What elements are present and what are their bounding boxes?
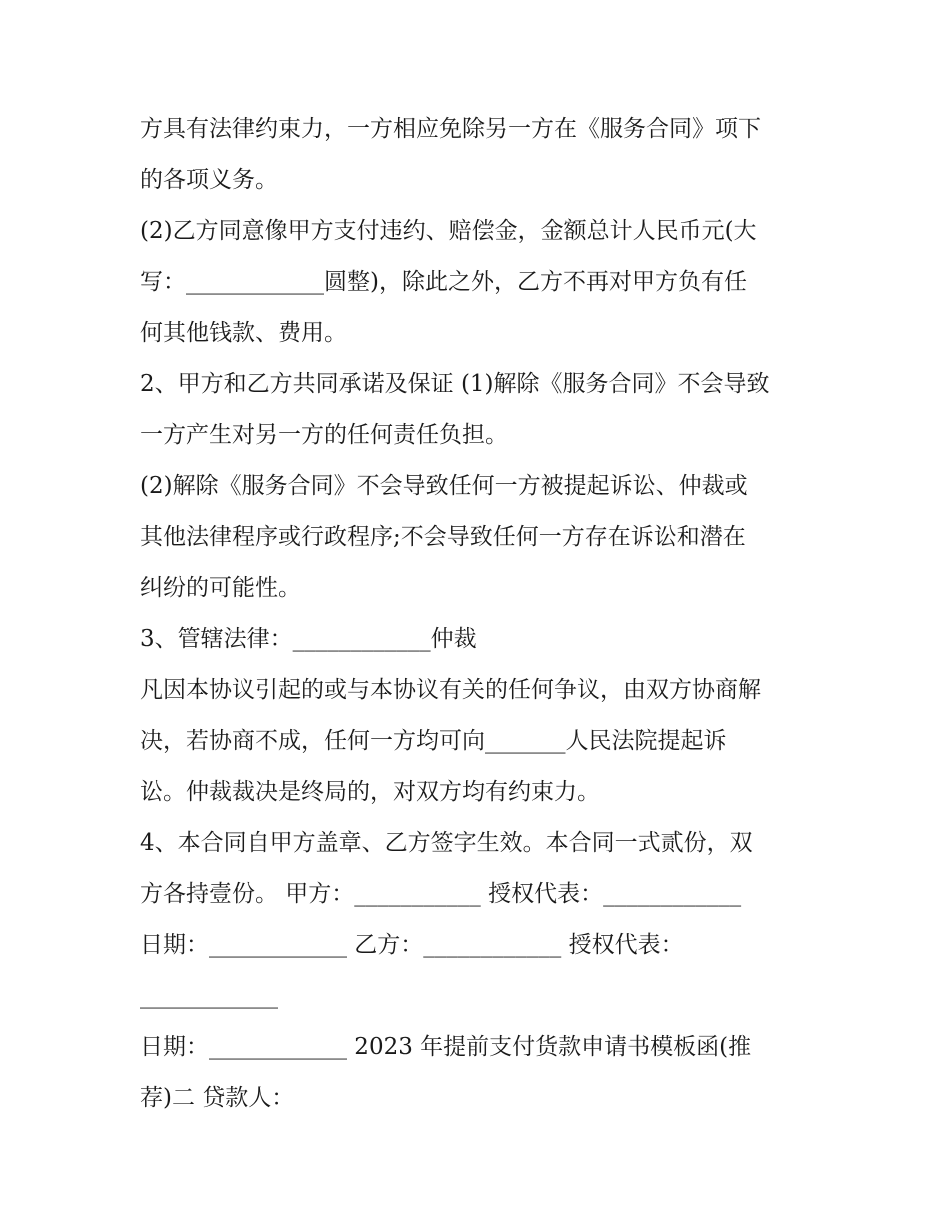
text-line: 一方产生对另一方的任何责任负担。 [140,422,508,448]
text-line: 写：____________圆整)，除此之外，乙方不再对甲方负有任 [140,269,747,295]
text-line: 其他法律程序或行政程序;不会导致任何一方存在诉讼和潜在 [140,524,746,550]
text-line: 讼。仲裁裁决是终局的，对双方均有约束力。 [140,779,600,805]
text-line: ____________ [140,983,278,1009]
text-line: 3、管辖法律：____________仲裁 [140,626,477,652]
text-line: (2)解除《服务合同》不会导致任何一方被提起诉讼、仲裁或 [140,473,748,499]
text-line: 日期：____________ 2023 年提前支付货款申请书模板函(推 [140,1034,752,1060]
text-line: 纠纷的可能性。 [140,575,301,601]
text-line: 何其他钱款、费用。 [140,320,347,346]
text-line: 决，若协商不成，任何一方均可向_______人民法院提起诉 [140,728,727,754]
text-line: 日期：____________ 乙方：____________ 授权代表： [140,932,684,958]
text-line: (2)乙方同意像甲方支付违约、赔偿金，金额总计人民币元(大 [140,218,757,244]
text-line: 的各项义务。 [140,167,278,193]
text-line: 2、甲方和乙方共同承诺及保证 (1)解除《服务合同》不会导致 [140,371,770,397]
text-line: 方各持壹份。 甲方：___________ 授权代表：____________ [140,881,742,907]
text-line: 方具有法律约束力，一方相应免除另一方在《服务合同》项下 [140,116,761,142]
text-line: 凡因本协议引起的或与本协议有关的任何争议，由双方协商解 [140,677,761,703]
document-body [140,104,820,1124]
text-line: 4、本合同自甲方盖章、乙方签字生效。本合同一式贰份，双 [140,830,753,856]
text-line: 荐)二 贷款人： [140,1085,295,1111]
